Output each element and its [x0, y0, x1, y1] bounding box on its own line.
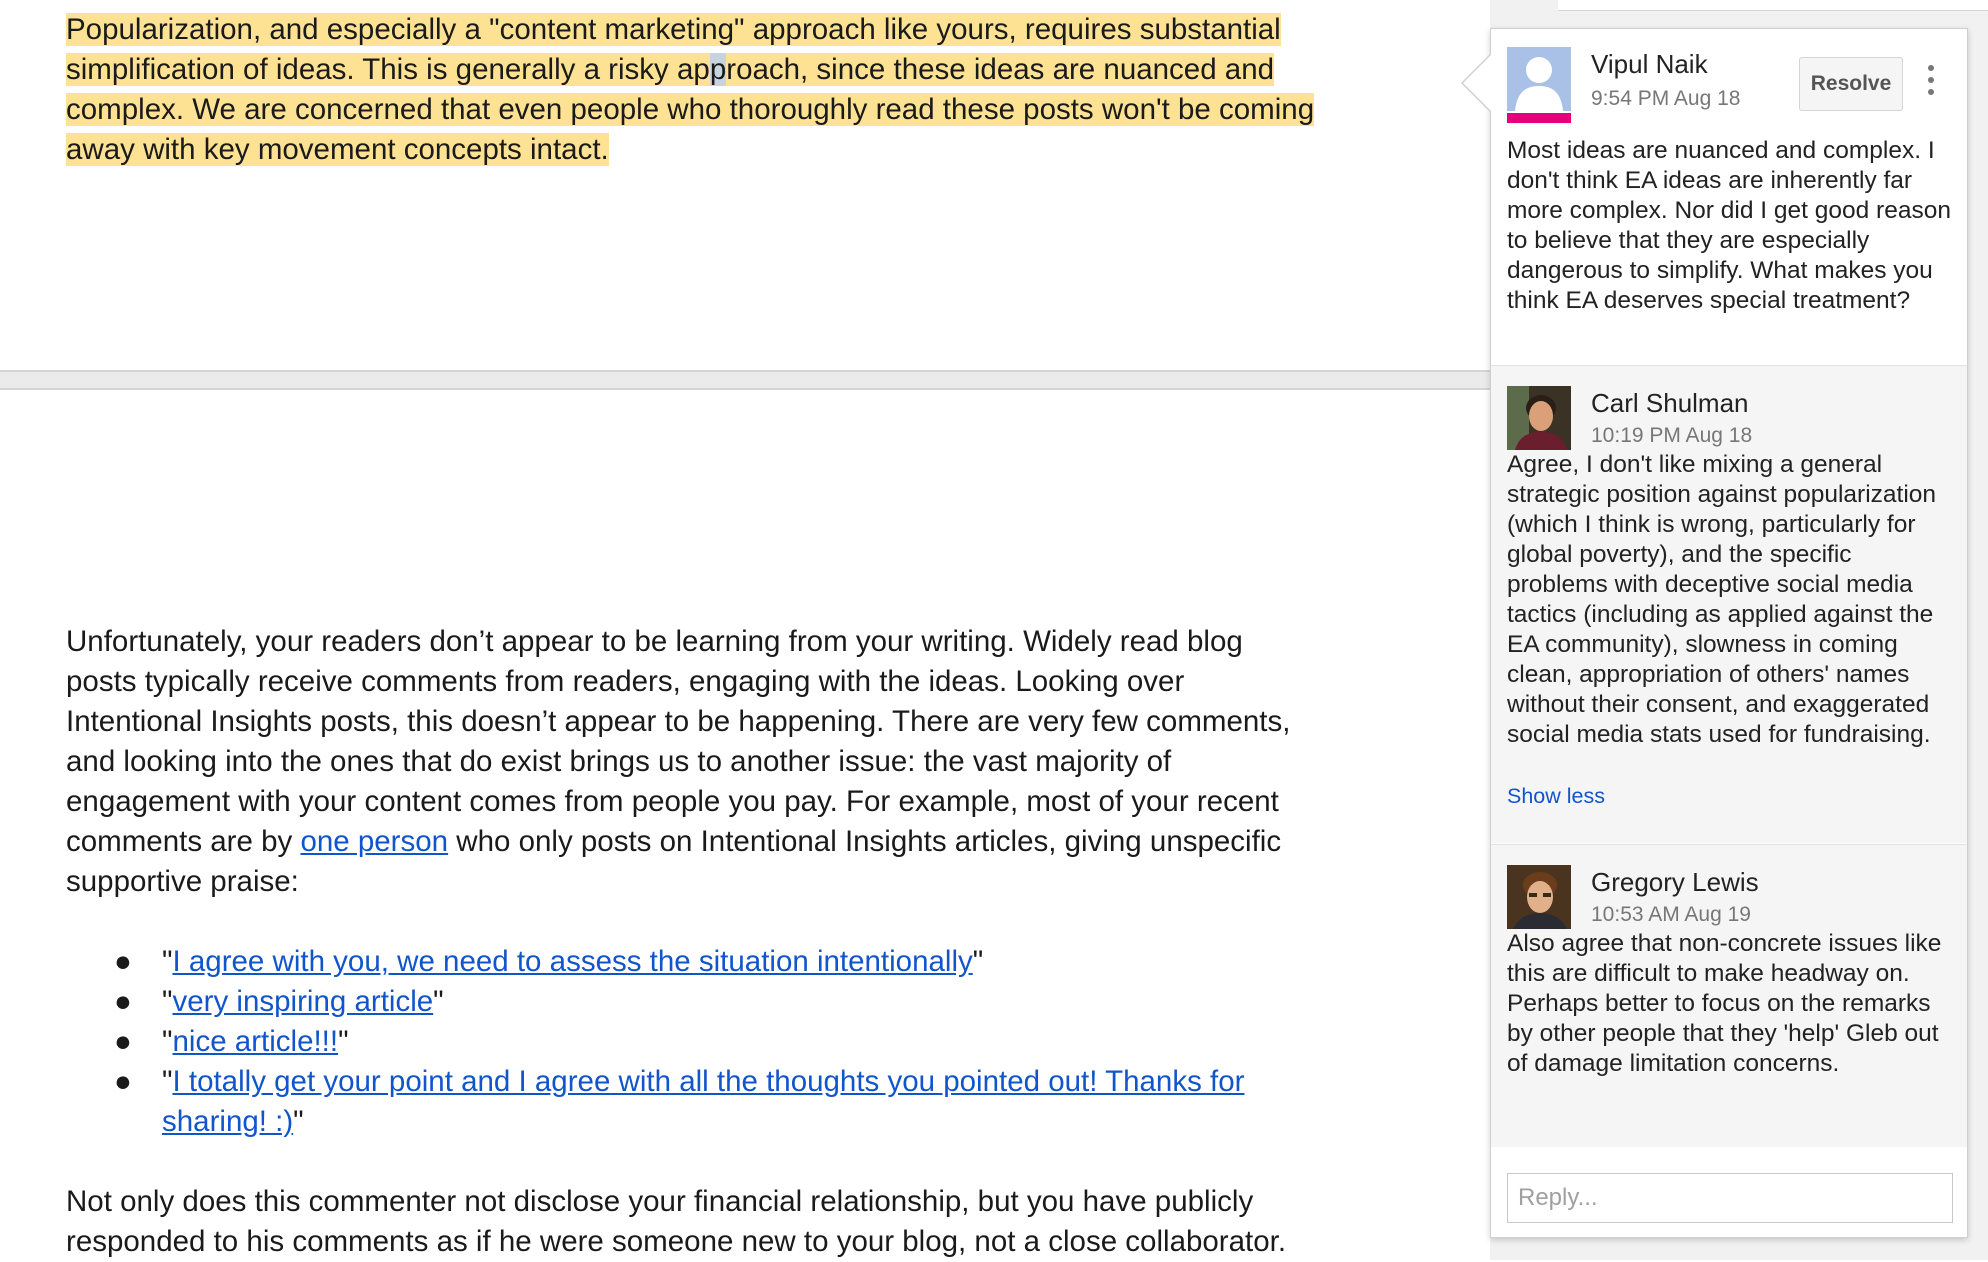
comment-text: Agree, I don't like mixing a general strategic position against popularization (which I think is wrong, particularly for global poverty), and the specific problems with deceptive social media tactics (including as applied against the EA community), slowness in coming clean, appropriation of others' names without their consent, and exaggerated social media stats used for fundraising. — [1507, 451, 1937, 748]
highlighted-paragraph[interactable] — [66, 10, 1336, 170]
list-item: ● "very inspiring article" — [66, 982, 1286, 1022]
comments-sidebar — [1490, 0, 1988, 1260]
comment-author: Gregory Lewis — [1591, 867, 1759, 897]
thread-pointer-fill — [1463, 55, 1491, 111]
bullet-icon: ● — [114, 1065, 132, 1098]
comment-highlight[interactable]: Popularization, and especially a "content marketing" approach like yours, requires substantial simplification of ideas. This is generally a risky approach, since these ideas are nuanced and complex. We are concerned that even people who thoroughly read these posts won't be coming away with key movement concepts intact. — [66, 13, 1315, 166]
bullet-icon: ● — [114, 945, 132, 978]
page-break — [0, 370, 1490, 390]
show-less-link[interactable]: Show less — [1507, 784, 1605, 808]
comment-carl-shulman — [1491, 365, 1967, 843]
comment-text: Also agree that non-concrete issues like this are difficult to make headway on. Perhaps better to focus on the remarks by other people that they 'help' Gleb out of damage limitation concerns. — [1507, 930, 1942, 1077]
document-page — [0, 0, 1490, 370]
quote-link[interactable]: very inspiring article — [172, 985, 434, 1018]
avatar-default-icon — [1507, 47, 1571, 123]
comment-author: Carl Shulman — [1591, 388, 1749, 418]
comment-author: Vipul Naik — [1591, 49, 1708, 79]
quote-list — [66, 942, 1286, 1142]
resolve-button[interactable]: Resolve — [1799, 57, 1903, 111]
previous-comment-edge — [1558, 0, 1988, 11]
reply-input[interactable] — [1507, 1173, 1953, 1223]
comment-timestamp: 10:19 PM Aug 18 — [1591, 424, 1753, 447]
profile-photo-icon — [1507, 865, 1571, 929]
bullet-icon: ● — [114, 985, 132, 1018]
avatar — [1507, 386, 1571, 450]
quote-link[interactable]: nice article!!! — [172, 1025, 339, 1058]
comment-timestamp: 9:54 PM Aug 18 — [1591, 87, 1741, 110]
body-paragraph[interactable]: Not only does this commenter not disclose your financial relationship, but you have publicly responded to his comments as if he were someone new to your blog, not a close collaborator. — [66, 1185, 1287, 1258]
list-item: ● "I totally get your point and I agree with all the thoughts you pointed out! Thanks for sharing! :)" — [66, 1062, 1286, 1142]
profile-photo-icon — [1507, 386, 1571, 450]
body-paragraph[interactable]: Unfortunately, your readers don’t appear to be learning from your writing. Widely read blog posts typically receive comments from readers, engaging with the ideas. Looking over Intentional Insights posts, this doesn’t appear to be happening. There are very few comments, and looking into the ones that do exist brings us to another issue: the vast majority of engagement with your content comes from people you pay. For example, most of your recent comments are by one person who only posts on Intentional Insights articles, giving unspecific supportive praise: — [66, 625, 1291, 898]
comment-gregory-lewis — [1491, 844, 1967, 1147]
comment-vipul-naik — [1491, 29, 1967, 364]
list-item: ● "nice article!!!" — [66, 1022, 1286, 1062]
comment-text: Most ideas are nuanced and complex. I don't think EA ideas are inherently far more complex. Nor did I get good reason to believe that they are especially dangerous to simplify. What makes you think EA deserves special treatment? — [1507, 137, 1951, 314]
text-cursor: p — [709, 53, 727, 86]
one-person-link[interactable]: one person — [300, 825, 449, 858]
quote-link[interactable]: I totally get your point and I agree with all the thoughts you pointed out! Thanks for sharing! :) — [162, 1065, 1245, 1138]
list-item: ● "I agree with you, we need to assess the situation intentionally" — [66, 942, 1286, 982]
avatar — [1507, 865, 1571, 929]
quote-link[interactable]: I agree with you, we need to assess the situation intentionally — [172, 945, 973, 978]
bullet-icon: ● — [114, 1025, 132, 1058]
person-silhouette-icon — [1507, 47, 1571, 123]
comment-timestamp: 10:53 AM Aug 19 — [1591, 903, 1751, 926]
more-vertical-icon[interactable] — [1923, 65, 1939, 105]
comment-thread[interactable] — [1490, 28, 1968, 1238]
